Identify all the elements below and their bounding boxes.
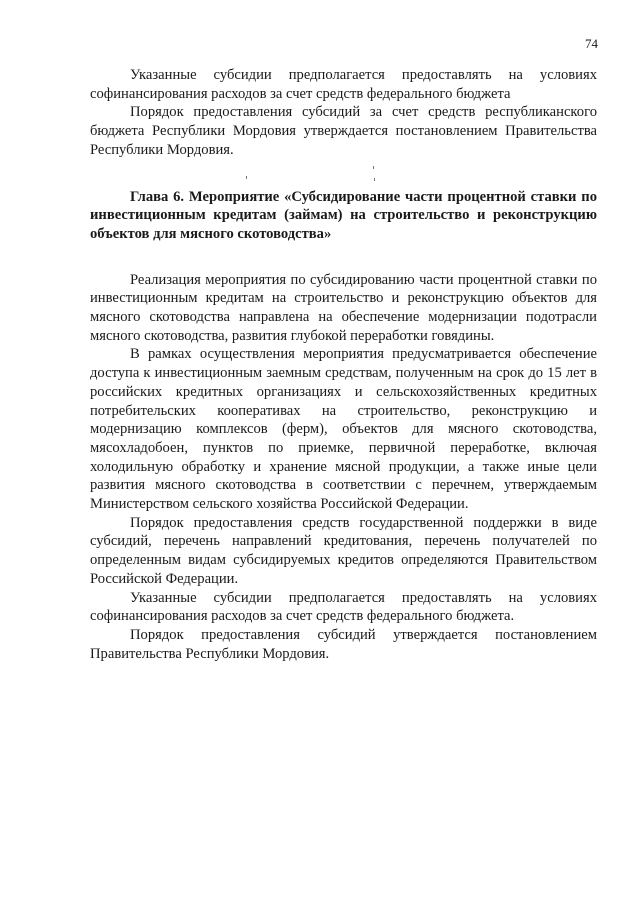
paragraph: Реализация мероприятия по субсидированию части процентной ставки по инвестиционным кредитам на строительство и реконструкцию объектов для мясного скотоводства направлена на обеспечение модернизации подотрасли мясного скотоводства, развития глубокой переработки говядины.: [90, 271, 597, 344]
document-body: [90, 66, 597, 663]
paragraph: Указанные субсидии предполагается предоставлять на условиях софинансирования расходов за счет средств федерального бюджета.: [90, 589, 597, 625]
page-number: 74: [585, 36, 598, 51]
chapter-heading: Глава 6. Мероприятие «Субсидирование части процентной ставки по инвестиционным кредитам (займам) на строительство и реконструкцию объектов для мясного скотоводства»: [90, 188, 597, 242]
paragraph: В рамках осуществления мероприятия предусматривается обеспечение доступа к инвестиционным заемным средствам, полученным на срок до 15 лет в российских кредитных организациях и сельскохозяйственных кредитных потребительских кооперативах на строительство, реконструкцию и модернизацию комплексов (ферм), объектов для мясного скотоводства, мясохладобоен, пунктов по приемке, первичной переработке, включая холодильную обработку и хранение мясной продукции, а также иные цели развития мясного скотоводства в соответствии с перечнем, утверждаемым Министерством сельского хозяйства Российской Федерации.: [90, 346, 597, 513]
paragraph: Указанные субсидии предполагается предоставлять на условиях софинансирования расходов за счет средств федерального бюджета: [90, 67, 597, 102]
paragraph: Порядок предоставления средств государственной поддержки в виде субсидий, перечень направлений кредитования, перечень получателей по определенным видам субсидируемых кредитов определяются Правительством Российской Федерации.: [90, 514, 597, 587]
paragraph: Порядок предоставления субсидий за счет средств республиканского бюджета Республики Мордовия утверждается постановлением Правительства Республики Мордовия.: [90, 104, 597, 158]
paragraph: Порядок предоставления субсидий утверждается постановлением Правительства Республики Мордовия.: [90, 626, 597, 662]
